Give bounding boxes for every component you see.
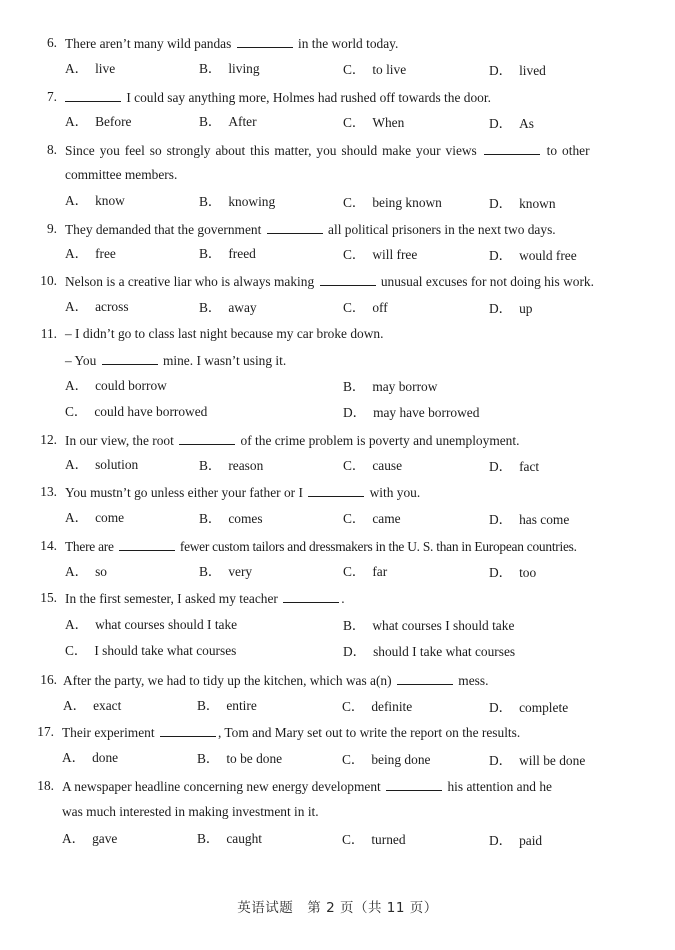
- option-text: lived: [519, 63, 546, 78]
- option-c[interactable]: [342, 832, 406, 848]
- option-letter: A．: [65, 193, 89, 208]
- stem-text: A newspaper headline concerning new energy development: [62, 779, 385, 794]
- option-d[interactable]: [343, 644, 515, 660]
- option-d[interactable]: [489, 512, 569, 528]
- option-text: will free: [372, 247, 418, 262]
- stem-text: with you.: [366, 485, 421, 500]
- option-text: After: [228, 114, 257, 129]
- option-letter: A．: [62, 831, 86, 846]
- option-text: caught: [226, 831, 263, 846]
- stem-text: , Tom and Mary set out to write the report on the results.: [217, 725, 521, 740]
- answer-blank: [237, 35, 293, 48]
- question-stem: [62, 724, 520, 741]
- option-letter: C．: [65, 404, 88, 419]
- option-a[interactable]: [62, 831, 117, 847]
- question-number: 16.: [40, 672, 57, 687]
- question-number: 8.: [46, 142, 57, 157]
- option-text: could have borrowed: [94, 404, 208, 419]
- option-letter: D．: [489, 196, 513, 211]
- question-number: 18.: [37, 778, 54, 793]
- option-b[interactable]: [199, 194, 275, 210]
- option-text: come: [95, 510, 125, 525]
- option-b[interactable]: [199, 300, 257, 316]
- option-text: living: [228, 61, 260, 76]
- option-c[interactable]: [343, 195, 442, 211]
- option-a[interactable]: [65, 299, 129, 315]
- option-text: may have borrowed: [373, 405, 480, 420]
- option-c[interactable]: [343, 300, 388, 316]
- question-number: 15.: [40, 590, 57, 605]
- option-letter: A．: [65, 114, 89, 129]
- option-letter: A．: [63, 698, 87, 713]
- question-number: 12.: [40, 432, 57, 447]
- option-letter: C．: [343, 458, 366, 473]
- answer-blank: [102, 352, 158, 365]
- option-letter: C．: [343, 247, 366, 262]
- option-b[interactable]: [197, 831, 262, 847]
- option-letter: B．: [199, 564, 222, 579]
- option-letter: D．: [489, 753, 513, 768]
- option-letter: C．: [343, 62, 366, 77]
- question-stem-continued: was much interested in making investment in it.: [62, 804, 319, 819]
- option-a[interactable]: [63, 698, 121, 714]
- option-text: has come: [519, 512, 570, 527]
- option-a[interactable]: [65, 617, 237, 633]
- stem-text: In the first semester, I asked my teacher: [65, 591, 282, 606]
- stem-text: mine. I wasn’t using it.: [159, 353, 287, 368]
- option-c[interactable]: [343, 247, 417, 263]
- option-text: complete: [519, 700, 569, 715]
- question-number: 11.: [40, 326, 57, 341]
- answer-blank: [308, 484, 364, 497]
- question-stem: – I didn’t go to class last night because my car broke down.: [65, 326, 384, 341]
- option-text: away: [228, 300, 257, 315]
- option-letter: D．: [343, 644, 367, 659]
- option-b[interactable]: [199, 114, 257, 130]
- stem-text: There aren’t many wild pandas: [65, 36, 235, 51]
- option-d[interactable]: [489, 459, 539, 475]
- option-text: will be done: [519, 753, 586, 768]
- option-letter: B．: [199, 61, 222, 76]
- option-text: too: [519, 565, 537, 580]
- option-d[interactable]: [489, 196, 556, 212]
- question-number: 13.: [40, 484, 57, 499]
- option-letter: B．: [197, 751, 220, 766]
- option-letter: D．: [489, 512, 513, 527]
- stem-text: his attention and he: [444, 779, 552, 794]
- option-text: turned: [371, 832, 406, 847]
- question-number: 14.: [40, 538, 57, 553]
- option-letter: C．: [343, 300, 366, 315]
- option-text: reason: [228, 458, 264, 473]
- option-text: to be done: [226, 751, 283, 766]
- answer-blank: [386, 778, 442, 791]
- question-number: 17.: [37, 724, 54, 739]
- page-footer: 英语试题 第 2 页（共 11 页）: [237, 900, 438, 916]
- option-letter: A．: [62, 750, 86, 765]
- option-a[interactable]: [65, 114, 132, 130]
- option-letter: B．: [199, 300, 222, 315]
- option-b[interactable]: [199, 511, 263, 527]
- option-d[interactable]: [489, 63, 546, 79]
- option-b[interactable]: [199, 458, 263, 474]
- question-number: 10.: [40, 273, 57, 288]
- option-letter: C．: [343, 564, 366, 579]
- option-text: very: [228, 564, 253, 579]
- stem-text: In our view, the root: [65, 433, 178, 448]
- option-text: what courses I should take: [372, 618, 515, 633]
- option-text: fact: [519, 459, 540, 474]
- option-text: so: [95, 564, 107, 579]
- option-text: know: [95, 193, 125, 208]
- option-text: Before: [95, 114, 132, 129]
- option-text: to live: [372, 62, 407, 77]
- option-text: paid: [519, 833, 543, 848]
- option-letter: C．: [343, 195, 366, 210]
- option-text: would free: [519, 248, 577, 263]
- option-text: solution: [95, 457, 139, 472]
- stem-text: to other: [541, 143, 590, 158]
- option-d[interactable]: [489, 833, 542, 849]
- option-letter: A．: [65, 61, 89, 76]
- option-text: being known: [372, 195, 442, 210]
- option-text: knowing: [228, 194, 276, 209]
- option-d[interactable]: [343, 405, 479, 421]
- option-letter: D．: [489, 301, 513, 316]
- question-stem: [65, 273, 594, 290]
- option-letter: B．: [197, 698, 220, 713]
- option-d[interactable]: [489, 700, 568, 716]
- option-text: done: [92, 750, 119, 765]
- option-b[interactable]: [343, 618, 514, 634]
- stem-text: Their experiment: [62, 725, 158, 740]
- stem-text: unusual excuses for not doing his work.: [377, 274, 594, 289]
- stem-text: I could say anything more, Holmes had rushed off towards the door.: [123, 90, 491, 105]
- option-d[interactable]: [489, 116, 534, 132]
- option-a[interactable]: [65, 457, 138, 473]
- option-text: being done: [371, 752, 431, 767]
- option-letter: D．: [489, 248, 513, 263]
- option-letter: A．: [65, 457, 89, 472]
- option-text: should I take what courses: [373, 644, 516, 659]
- option-text: known: [519, 196, 556, 211]
- stem-text: fewer custom tailors and dressmakers in the U. S. than in European countries.: [176, 539, 577, 554]
- option-letter: B．: [343, 379, 366, 394]
- option-text: entire: [226, 698, 257, 713]
- question-stem: [62, 778, 552, 795]
- stem-text: They demanded that the government: [65, 222, 265, 237]
- option-letter: A．: [65, 378, 89, 393]
- option-text: I should take what courses: [94, 643, 237, 658]
- option-d[interactable]: [489, 301, 532, 317]
- stem-text: .: [341, 591, 345, 606]
- option-letter: B．: [199, 194, 222, 209]
- option-letter: B．: [199, 114, 222, 129]
- option-letter: A．: [65, 617, 89, 632]
- option-letter: C．: [343, 511, 366, 526]
- answer-blank: [283, 590, 339, 603]
- answer-blank: [179, 432, 235, 445]
- option-letter: A．: [65, 299, 89, 314]
- stem-text: of the crime problem is poverty and unemployment.: [237, 433, 520, 448]
- question-number: 9.: [46, 221, 57, 236]
- option-letter: D．: [489, 63, 513, 78]
- question-stem: [65, 590, 345, 607]
- option-text: could borrow: [95, 378, 167, 393]
- option-b[interactable]: [199, 564, 252, 580]
- option-text: may borrow: [372, 379, 438, 394]
- option-b[interactable]: [197, 698, 257, 714]
- option-c[interactable]: [343, 62, 406, 78]
- option-text: As: [519, 116, 534, 131]
- option-letter: D．: [489, 833, 513, 848]
- stem-text: mess.: [454, 673, 489, 688]
- option-letter: D．: [489, 116, 513, 131]
- option-text: what courses should I take: [95, 617, 238, 632]
- option-text: gave: [92, 831, 118, 846]
- stem-text: There are: [65, 539, 117, 554]
- question-stem: [65, 432, 519, 449]
- option-letter: D．: [343, 405, 367, 420]
- option-a[interactable]: [65, 378, 167, 394]
- option-letter: C．: [343, 115, 366, 130]
- option-text: came: [372, 511, 401, 526]
- option-a[interactable]: [65, 246, 116, 262]
- option-letter: B．: [197, 831, 220, 846]
- option-a[interactable]: [65, 510, 124, 526]
- stem-text: in the world today.: [294, 36, 399, 51]
- option-letter: D．: [489, 700, 513, 715]
- question-stem: [65, 89, 491, 106]
- answer-blank: [484, 142, 540, 155]
- option-letter: A．: [65, 510, 89, 525]
- option-c[interactable]: [343, 511, 401, 527]
- question-number: 7.: [46, 89, 57, 104]
- option-text: comes: [228, 511, 263, 526]
- option-c[interactable]: [343, 564, 387, 580]
- option-text: free: [95, 246, 116, 261]
- option-c[interactable]: [342, 699, 412, 715]
- option-b[interactable]: [197, 751, 282, 767]
- option-text: freed: [228, 246, 256, 261]
- question-stem: [65, 142, 590, 159]
- question-stem: [65, 538, 577, 555]
- stem-text: You mustn’t go unless either your father or I: [65, 485, 307, 500]
- option-letter: B．: [199, 458, 222, 473]
- answer-blank: [267, 221, 323, 234]
- option-a[interactable]: [62, 750, 118, 766]
- option-letter: B．: [343, 618, 366, 633]
- option-letter: A．: [65, 564, 89, 579]
- option-letter: C．: [342, 699, 365, 714]
- question-stem: [65, 35, 398, 52]
- answer-blank: [320, 273, 376, 286]
- question-stem-continued: committee members.: [65, 167, 178, 182]
- question-stem: [65, 484, 420, 501]
- answer-blank: [119, 538, 175, 551]
- stem-text: Nelson is a creative liar who is always making: [65, 274, 318, 289]
- option-letter: C．: [342, 752, 365, 767]
- option-d[interactable]: [489, 565, 536, 581]
- option-letter: C．: [342, 832, 365, 847]
- option-text: off: [372, 300, 388, 315]
- option-letter: C．: [65, 643, 88, 658]
- question-number: 6.: [46, 35, 57, 50]
- option-a[interactable]: [65, 61, 115, 77]
- option-b[interactable]: [199, 61, 260, 77]
- answer-blank: [397, 672, 453, 685]
- question-stem: [65, 221, 556, 238]
- option-text: live: [95, 61, 116, 76]
- option-c[interactable]: [342, 752, 430, 768]
- option-b[interactable]: [199, 246, 256, 262]
- option-c[interactable]: [65, 404, 207, 420]
- option-text: cause: [372, 458, 403, 473]
- option-text: up: [519, 301, 533, 316]
- stem-text: After the party, we had to tidy up the kitchen, which was a(n): [63, 673, 395, 688]
- option-d[interactable]: [489, 753, 585, 769]
- option-text: definite: [371, 699, 413, 714]
- option-c[interactable]: [65, 643, 236, 659]
- option-text: When: [372, 115, 405, 130]
- option-letter: B．: [199, 511, 222, 526]
- option-letter: D．: [489, 565, 513, 580]
- option-letter: A．: [65, 246, 89, 261]
- stem-text: Since you feel so strongly about this matter, you should make your views: [65, 143, 482, 158]
- option-d[interactable]: [489, 248, 577, 264]
- question-stem-continued: [65, 352, 286, 369]
- option-c[interactable]: [343, 458, 402, 474]
- option-letter: B．: [199, 246, 222, 261]
- stem-text: all political prisoners in the next two days.: [324, 222, 556, 237]
- option-a[interactable]: [65, 193, 125, 209]
- option-text: exact: [93, 698, 122, 713]
- option-b[interactable]: [343, 379, 437, 395]
- question-stem: [63, 672, 488, 689]
- option-a[interactable]: [65, 564, 107, 580]
- option-text: far: [372, 564, 388, 579]
- answer-blank: [160, 724, 216, 737]
- stem-text: – You: [65, 353, 100, 368]
- answer-blank: [65, 89, 121, 102]
- option-c[interactable]: [343, 115, 404, 131]
- option-letter: D．: [489, 459, 513, 474]
- option-text: across: [95, 299, 129, 314]
